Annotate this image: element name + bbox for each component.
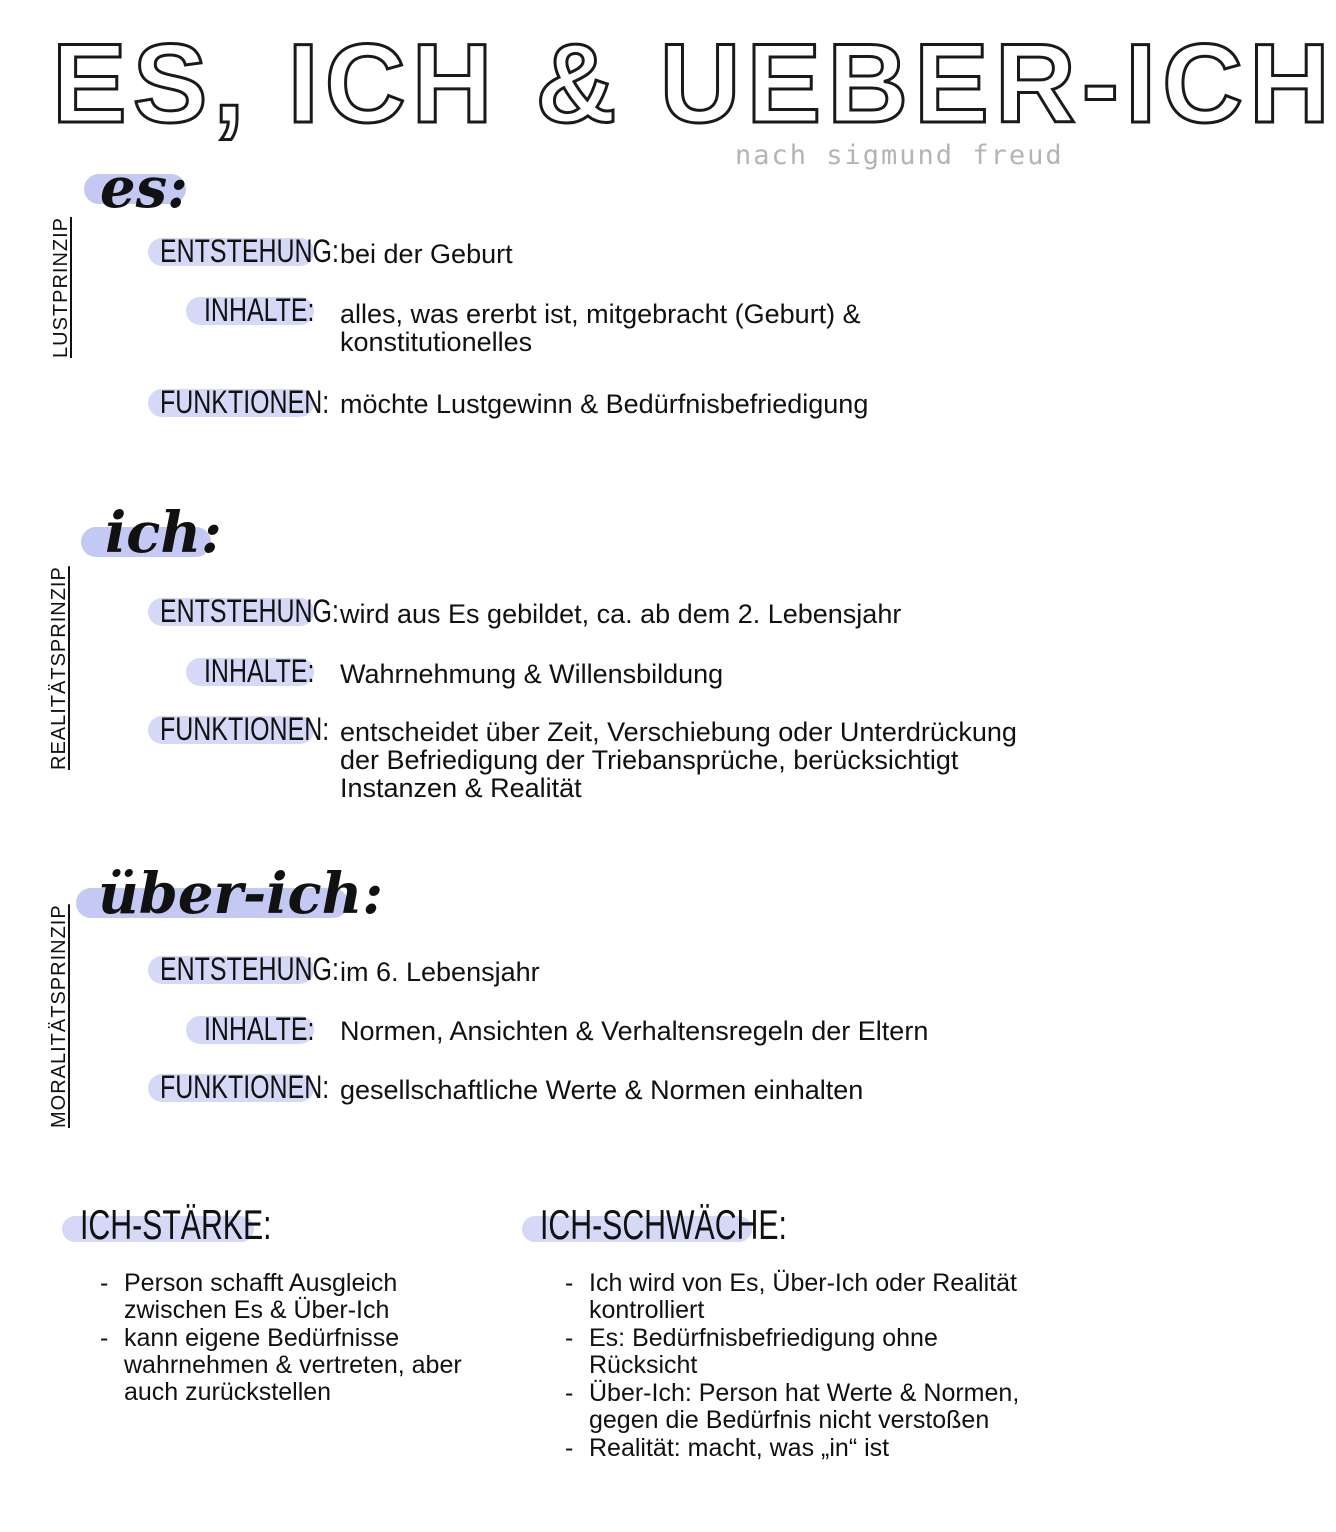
row-value-inhalte: Normen, Ansichten & Verhaltensregeln der Eltern xyxy=(340,1016,929,1046)
section-heading-ich: ich: xyxy=(105,505,222,561)
list-item: - Realität: macht, was „in“ ist xyxy=(565,1435,1045,1462)
row-value-funktionen: gesellschaftliche Werte & Normen einhalten xyxy=(340,1075,864,1105)
principle-label-lust: LUSTPRINZIP xyxy=(50,216,72,358)
row-value-inhalte: Wahrnehmung & Willensbildung xyxy=(340,659,724,689)
row-value-entstehung: wird aus Es gebildet, ca. ab dem 2. Lebensjahr xyxy=(340,599,902,629)
principle-label-moralitaet: MORALITÄTSPRINZIP xyxy=(48,904,70,1128)
ich-schwaeche-list xyxy=(565,1270,1045,1463)
list-item: - Über-Ich: Person hat Werte & Normen, gegen die Bedürfnis nicht verstoßen xyxy=(565,1380,1045,1434)
page-subtitle: nach sigmund freud xyxy=(735,140,1064,171)
ich-schwaeche-heading: ICH-SCHWÄCHE: xyxy=(540,1200,883,1250)
ich-staerke-heading: ICH-STÄRKE: xyxy=(80,1200,346,1250)
row-value-entstehung: bei der Geburt xyxy=(340,239,513,269)
ich-staerke-list xyxy=(100,1270,475,1407)
list-item: - Person schafft Ausgleich zwischen Es & Über-Ich xyxy=(100,1270,475,1324)
row-label-funktionen: FUNKTIONEN: xyxy=(160,383,377,421)
row-label-entstehung: ENTSTEHUNG: xyxy=(160,232,389,270)
row-label-funktionen: FUNKTIONEN: xyxy=(160,1068,377,1106)
row-label-inhalte: INHALTE: xyxy=(204,291,346,329)
row-label-inhalte: INHALTE: xyxy=(204,1010,346,1048)
principle-label-realitaet: REALITÄTSPRINZIP xyxy=(48,566,70,770)
list-item: - Ich wird von Es, Über-Ich oder Realität kontrolliert xyxy=(565,1270,1045,1324)
row-value-inhalte: alles, was ererbt ist, mitgebracht (Geburt) & konstitutionelles xyxy=(340,299,861,357)
row-value-funktionen: entscheidet über Zeit, Verschiebung oder Unterdrückung der Befriedigung der Triebansprüche, berücksichtigt Instanzen & Realität xyxy=(340,717,1017,803)
section-heading-es: es: xyxy=(100,160,188,216)
page-title: ES, ICH & UEBER-ICH xyxy=(52,21,1336,146)
row-value-funktionen: möchte Lustgewinn & Bedürfnisbefriedigung xyxy=(340,389,869,419)
row-label-funktionen: FUNKTIONEN: xyxy=(160,710,377,748)
row-label-inhalte: INHALTE: xyxy=(204,652,346,690)
row-label-entstehung: ENTSTEHUNG: xyxy=(160,950,389,988)
row-label-entstehung: ENTSTEHUNG: xyxy=(160,592,389,630)
section-heading-ueber-ich: über-ich: xyxy=(98,866,383,922)
list-item: - Es: Bedürfnisbefriedigung ohne Rücksicht xyxy=(565,1325,1045,1379)
row-value-entstehung: im 6. Lebensjahr xyxy=(340,957,540,987)
list-item: - kann eigene Bedürfnisse wahrnehmen & vertreten, aber auch zurückstellen xyxy=(100,1325,475,1406)
